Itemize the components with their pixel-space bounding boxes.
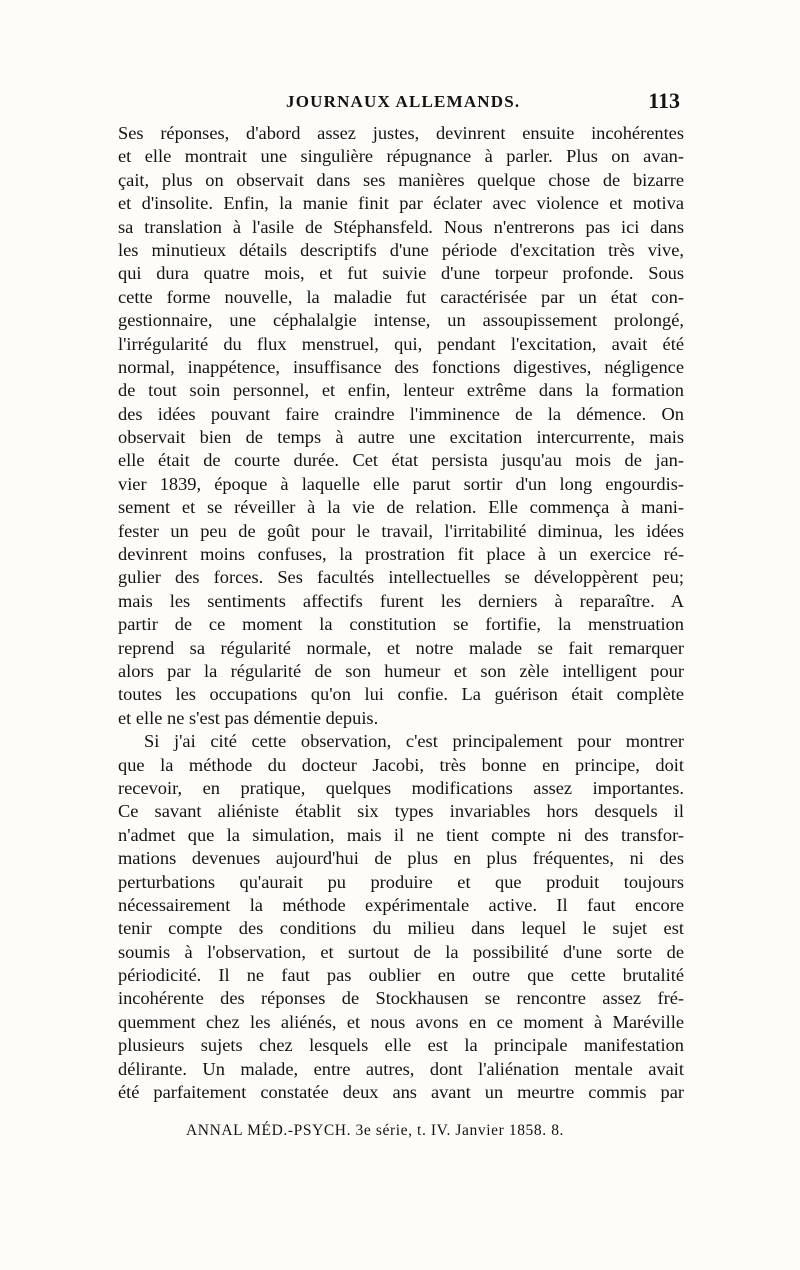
text-line: recevoir, en pratique, quelques modifications assez importantes. xyxy=(118,777,684,798)
text-line: perturbations qu'aurait pu produire et que produit toujours xyxy=(118,871,684,892)
text-line: elle était de courte durée. Cet état persista jusqu'au mois de jan- xyxy=(118,450,684,471)
running-head xyxy=(118,88,684,118)
text-line: gestionnaire, une céphalalgie intense, un assoupissement prolongé, xyxy=(118,310,684,331)
footer-citation-text: ANNAL MÉD.-PSYCH. 3e série, t. IV. Janvier 1858. 8. xyxy=(186,1122,565,1139)
body-text xyxy=(118,122,684,1104)
text-line: été parfaitement constatée deux ans avant un meurtre commis par xyxy=(118,1082,684,1103)
text-line: nécessairement la méthode expérimentale active. Il faut encore xyxy=(118,894,684,915)
text-line: quemment chez les aliénés, et nous avons en ce moment à Maréville xyxy=(118,1011,684,1032)
text-line: et d'insolite. Enfin, la manie finit par éclater avec violence et motiva xyxy=(118,193,684,214)
text-line: les minutieux détails descriptifs d'une période d'excitation très vive, xyxy=(118,239,684,260)
page-number: 113 xyxy=(648,88,680,113)
text-line: qui dura quatre mois, et fut suivie d'une torpeur profonde. Sous xyxy=(118,263,684,284)
text-line: reprend sa régularité normale, et notre malade se fait remarquer xyxy=(118,637,684,658)
footer-citation xyxy=(186,1122,636,1140)
text-line: Si j'ai cité cette observation, c'est principalement pour montrer xyxy=(144,731,684,752)
text-line: vier 1839, époque à laquelle elle parut sortir d'un long engourdis- xyxy=(118,473,684,494)
text-line: normal, inappétence, insuffisance des fonctions digestives, négligence xyxy=(118,356,684,377)
text-line: mais les sentiments affectifs furent les derniers à reparaître. A xyxy=(118,590,684,611)
text-line: Ses réponses, d'abord assez justes, devinrent ensuite incohérentes xyxy=(118,123,684,143)
text-line: incohérente des réponses de Stockhausen se rencontre assez fré- xyxy=(118,988,684,1009)
text-line: devinrent moins confuses, la prostration fit place à un exercice ré- xyxy=(118,544,684,565)
text-line: mations devenues aujourd'hui de plus en plus fréquentes, ni des xyxy=(118,848,684,869)
text-line: sa translation à l'asile de Stéphansfeld. Nous n'entrerons pas ici dans xyxy=(118,216,684,237)
running-title: JOURNAUX ALLEMANDS. xyxy=(286,92,521,111)
text-line: gulier des forces. Ses facultés intellectuelles se développèrent peu; xyxy=(118,567,684,588)
text-line: tenir compte des conditions du milieu dans lequel le sujet est xyxy=(118,918,684,939)
text-line: et elle montrait une singulière répugnance à parler. Plus on avan- xyxy=(118,146,684,167)
text-line: Ce savant aliéniste établit six types invariables hors desquels il xyxy=(118,801,684,822)
paragraph xyxy=(118,730,684,1104)
text-line: des idées pouvant faire craindre l'imminence de la démence. On xyxy=(118,403,684,424)
text-line: plusieurs sujets chez lesquels elle est la principale manifestation xyxy=(118,1035,684,1056)
text-line: l'irrégularité du flux menstruel, qui, pendant l'excitation, avait été xyxy=(118,333,684,354)
text-line: cette forme nouvelle, la maladie fut caractérisée par un état con- xyxy=(118,286,684,307)
text-line: n'admet que la simulation, mais il ne tient compte ni des transfor- xyxy=(118,824,684,845)
text-line: de tout soin personnel, et enfin, lenteur extrême dans la formation xyxy=(118,380,684,401)
text-line: observait bien de temps à autre une excitation intercurrente, mais xyxy=(118,427,684,448)
text-line: alors par la régularité de son humeur et son zèle intelligent pour xyxy=(118,660,684,681)
text-line: fester un peu de goût pour le travail, l'irritabilité diminua, les idées xyxy=(118,520,684,541)
text-line: délirante. Un malade, entre autres, dont l'aliénation mentale avait xyxy=(118,1058,684,1079)
text-line: périodicité. Il ne faut pas oublier en outre que cette brutalité xyxy=(118,965,684,986)
text-line: et elle ne s'est pas démentie depuis. xyxy=(118,707,379,728)
text-line: que la méthode du docteur Jacobi, très bonne en principe, doit xyxy=(118,754,684,775)
paragraph xyxy=(118,122,684,730)
text-line: çait, plus on observait dans ses manières quelque chose de bizarre xyxy=(118,169,684,190)
text-line: soumis à l'observation, et surtout de la possibilité d'une sorte de xyxy=(118,941,684,962)
text-line: toutes les occupations qu'on lui confie. La guérison était complète xyxy=(118,684,684,705)
text-line: sement et se réveiller à la vie de relation. Elle commença à mani- xyxy=(118,497,684,518)
text-line: partir de ce moment la constitution se fortifie, la menstruation xyxy=(118,614,684,635)
